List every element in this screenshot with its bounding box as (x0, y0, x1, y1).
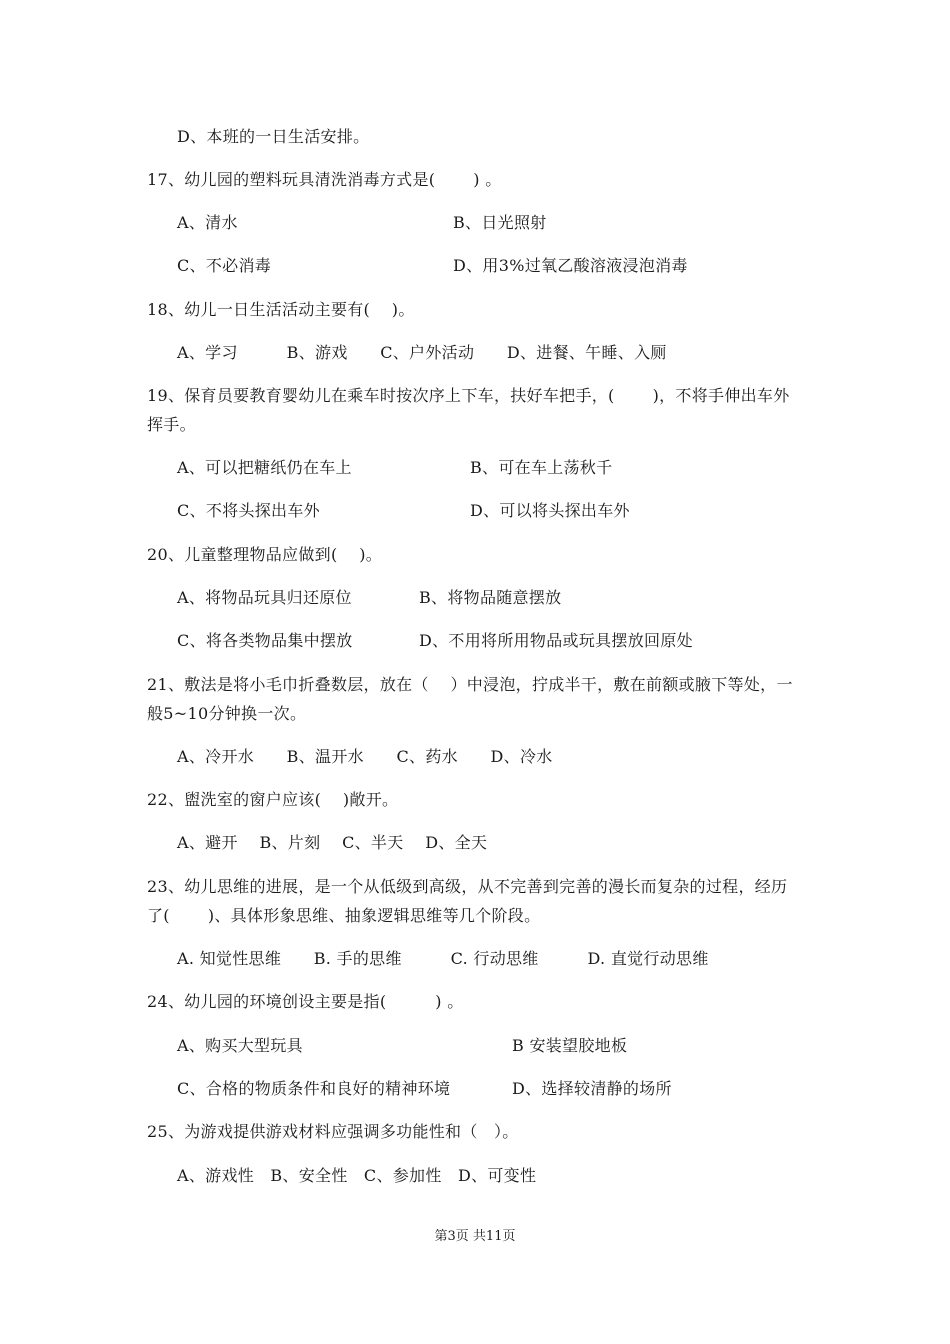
q17-option-b: B、日光照射 (453, 213, 547, 232)
q18-options: A、学习 B、游戏 C、户外活动 D、进餐、午睡、入厕 (177, 343, 667, 362)
q24-option-c: C、合格的物质条件和良好的精神环境 (177, 1079, 451, 1098)
question-20: 20、儿童整理物品应做到( )。 (147, 545, 383, 564)
q21-options: A、冷开水 B、温开水 C、药水 D、冷水 (177, 747, 553, 766)
question-24: 24、幼儿园的环境创设主要是指( ) 。 (147, 992, 464, 1011)
question-18: 18、幼儿一日生活活动主要有( )。 (147, 300, 415, 319)
q23-options: A. 知觉性思维 B. 手的思维 C. 行动思维 D. 直觉行动思维 (177, 949, 709, 968)
q19-option-b: B、可在车上荡秋千 (470, 458, 613, 477)
q20-option-a: A、将物品玩具归还原位 (177, 588, 352, 607)
q19-option-c: C、不将头探出车外 (177, 501, 320, 520)
q24-option-d: D、选择较清静的场所 (512, 1079, 672, 1098)
q20-option-d: D、不用将所用物品或玩具摆放回原处 (419, 631, 693, 650)
question-21-line1: 21、敷法是将小毛巾折叠数层，放在（ ）中浸泡，拧成半干，敷在前额或腋下等处，一 (147, 675, 793, 694)
question-25: 25、为游戏提供游戏材料应强调多功能性和（ ）。 (147, 1122, 519, 1141)
question-19-line1: 19、保育员要教育婴幼儿在乘车时按次序上下车，扶好车把手，( )，不将手伸出车外 (147, 386, 790, 405)
q24-option-a: A、购买大型玩具 (177, 1036, 303, 1055)
q17-option-a: A、清水 (177, 213, 238, 232)
q19-option-a: A、可以把糖纸仍在车上 (177, 458, 352, 477)
q17-option-c: C、不必消毒 (177, 256, 272, 275)
question-19-line2: 挥手。 (147, 415, 196, 434)
q24-option-b: B 安装望胶地板 (512, 1036, 628, 1055)
question-23-line2: 了( )、具体形象思维、抽象逻辑思维等几个阶段。 (147, 906, 541, 925)
q20-option-c: C、将各类物品集中摆放 (177, 631, 353, 650)
page-footer: 第3页 共11页 (434, 1229, 516, 1244)
q25-options: A、游戏性 B、安全性 C、参加性 D、可变性 (177, 1166, 537, 1185)
q19-option-d: D、可以将头探出车外 (470, 501, 630, 520)
q20-option-b: B、将物品随意摆放 (419, 588, 562, 607)
q22-options: A、避开 B、片刻 C、半天 D、全天 (177, 833, 488, 852)
question-22: 22、盥洗室的窗户应该( )敞开。 (147, 790, 399, 809)
q17-option-d: D、用3%过氧乙酸溶液浸泡消毒 (453, 256, 688, 275)
question-21-line2: 般5~10分钟换一次。 (147, 704, 307, 723)
question-17: 17、幼儿园的塑料玩具清洗消毒方式是( ) 。 (147, 170, 502, 189)
q16-option-d: D、本班的一日生活安排。 (177, 127, 370, 146)
question-23-line1: 23、幼儿思维的进展，是一个从低级到高级，从不完善到完善的漫长而复杂的过程，经历 (147, 877, 788, 896)
